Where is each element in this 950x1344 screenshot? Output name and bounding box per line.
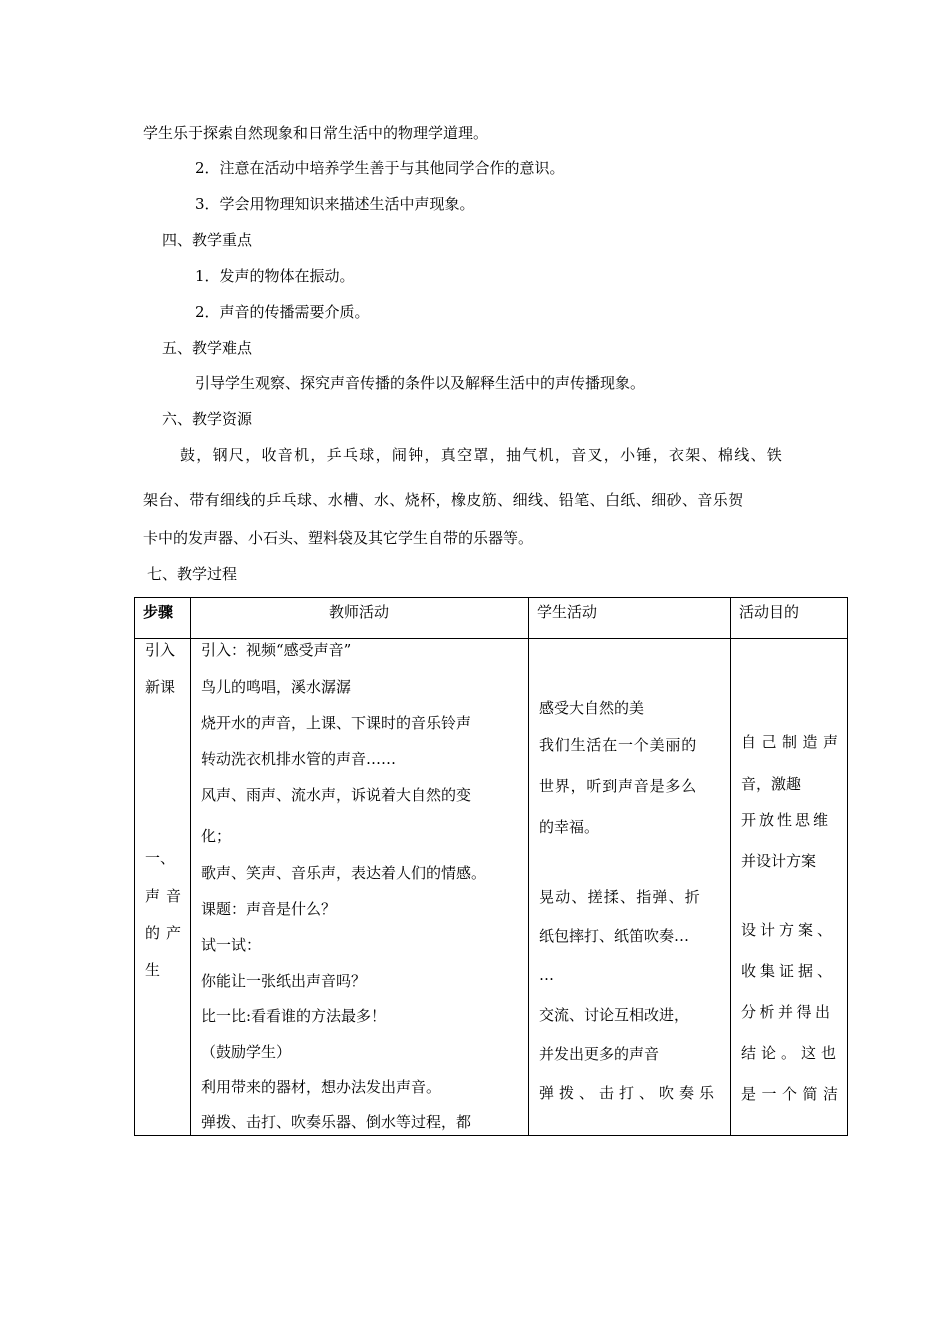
- student-activity-line: 纸包摔打、纸笛吹奏…: [539, 927, 690, 945]
- teacher-activity-line: 歌声、笑声、音乐声，表达着人们的情感。: [201, 864, 487, 882]
- purpose-line: 设计方案、: [741, 921, 837, 939]
- teacher-activity-line: 转动洗衣机排水管的声音……: [201, 750, 397, 768]
- teacher-activity-line: 鸟儿的鸣唱，溪水潺潺: [201, 678, 352, 696]
- paragraph-line: 卡中的发声器、小石头、塑料袋及其它学生自带的乐器等。: [143, 529, 534, 547]
- step-text: 引入: [145, 641, 176, 659]
- teacher-activity-line: 风声、雨声、流水声，诉说着大自然的变: [201, 786, 472, 804]
- paragraph-line: 引导学生观察、探究声音传播的条件以及解释生活中的声传播现象。: [195, 374, 646, 392]
- purpose-line: 音，激趣: [741, 775, 802, 793]
- header-teacher-activity: 教师活动: [328, 603, 389, 621]
- teacher-activity-line: 比一比:看看谁的方法最多！: [201, 1007, 387, 1025]
- student-activity-line: 弹拨、击打、吹奏乐: [539, 1084, 720, 1102]
- purpose-line: 开放性思维: [741, 811, 832, 829]
- purpose-line: 收集证据、: [741, 962, 837, 980]
- student-activity-line: 并发出更多的声音: [539, 1045, 660, 1063]
- section-heading: 七、教学过程: [147, 565, 238, 583]
- student-activity-line: 的幸福。: [539, 818, 600, 836]
- teacher-activity-line: 利用带来的器材，想办法发出声音。: [201, 1078, 442, 1096]
- section-heading: 五、教学难点: [162, 339, 253, 357]
- header-student-activity: 学生活动: [537, 603, 598, 621]
- teacher-activity-line: 引入：视频“感受声音”: [201, 641, 352, 659]
- paragraph-line: 鼓，钢尺，收音机，乒乓球，闹钟，真空罩，抽气机，音叉，小锤，衣架、棉线、铁: [180, 446, 784, 464]
- student-activity-line: 世界，听到声音是多么: [539, 777, 698, 795]
- section-heading: 六、教学资源: [162, 410, 253, 428]
- teacher-activity-line: （鼓励学生）: [201, 1043, 292, 1061]
- step-text: 的产: [145, 924, 188, 942]
- step-text: 声音: [145, 887, 188, 905]
- student-activity-line: 晃动、搓揉、指弹、折: [539, 888, 702, 906]
- purpose-line: 是一个简洁: [741, 1085, 844, 1103]
- teacher-activity-line: 化；: [201, 827, 232, 845]
- paragraph-line: 学生乐于探索自然现象和日常生活中的物理学道理。: [143, 124, 489, 142]
- paragraph-line: 2．声音的传播需要介质。: [195, 303, 370, 321]
- header-step: 步骤: [143, 603, 174, 621]
- student-activity-line: 我们生活在一个美丽的: [539, 736, 698, 754]
- process-table: [134, 597, 848, 1136]
- step-text: 生: [145, 961, 161, 979]
- teacher-activity-line: 课题：声音是什么？: [201, 900, 337, 918]
- teacher-activity-line: 试一试：: [201, 936, 262, 954]
- purpose-line: 分析并得出: [741, 1003, 834, 1021]
- student-activity-line: 交流、讨论互相改进，: [539, 1006, 690, 1024]
- student-activity-line: 感受大自然的美: [539, 699, 645, 717]
- section-heading: 四、教学重点: [162, 231, 253, 249]
- paragraph-line: 2．注意在活动中培养学生善于与其他同学合作的意识。: [195, 159, 565, 177]
- paragraph-line: 3．学会用物理知识来描述生活中声现象。: [195, 195, 475, 213]
- step-text: 新课: [145, 678, 176, 696]
- paragraph-line: 架台、带有细线的乒乓球、水槽、水、烧杯，橡皮筋、细线、铅笔、白纸、细砂、音乐贺: [143, 491, 744, 509]
- teacher-activity-line: 弹拨、击打、吹奏乐器、倒水等过程，都: [201, 1113, 472, 1131]
- purpose-line: 结论。这也: [741, 1044, 842, 1062]
- step-text: 一、: [145, 849, 176, 867]
- header-purpose: 活动目的: [739, 603, 800, 621]
- purpose-line: 并设计方案: [741, 852, 817, 870]
- teacher-activity-line: 烧开水的声音，上课、下课时的音乐铃声: [201, 714, 472, 732]
- teacher-activity-line: 你能让一张纸出声音吗？: [201, 972, 367, 990]
- purpose-line: 自己制造声: [741, 733, 844, 751]
- paragraph-line: 1．发声的物体在振动。: [195, 267, 355, 285]
- student-activity-line: …: [539, 966, 554, 984]
